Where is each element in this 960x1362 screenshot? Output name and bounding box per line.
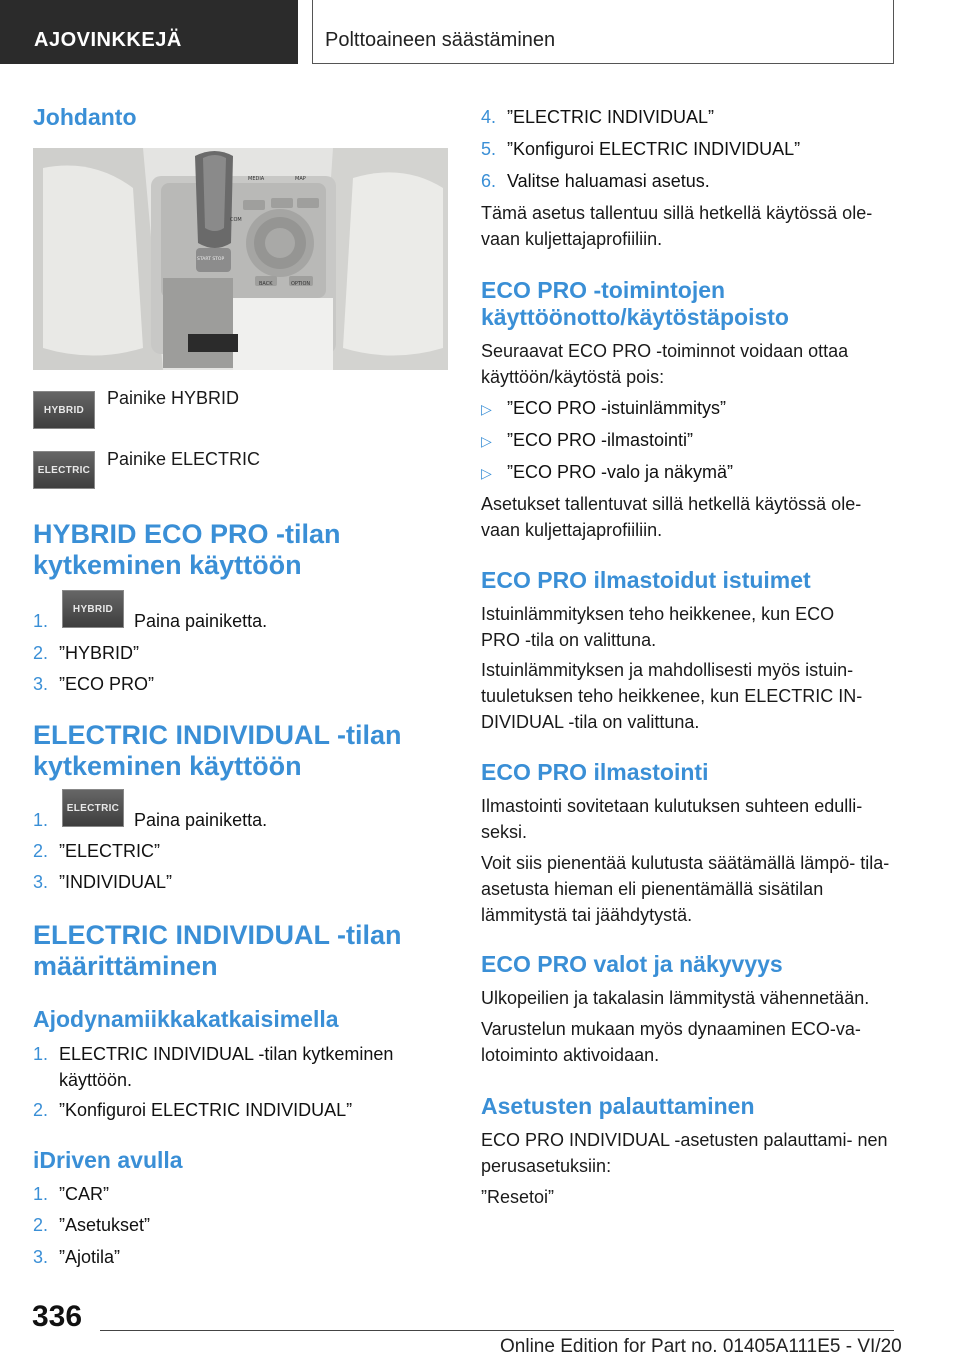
option-label: OPTION (291, 281, 311, 287)
console-illustration (33, 148, 448, 370)
paragraph: Tämä asetus tallentuu sillä hetkellä käytössä ole- vaan kuljettajaprofiiliin. (481, 203, 873, 249)
page-number: 336 (32, 1300, 83, 1333)
list-item: 6. Valitse haluamasi asetus. (481, 171, 710, 191)
list-item: 2. ”HYBRID” (33, 643, 139, 663)
footer-edition: Online Edition for Part no. 01405A111E5 - VI/20 (500, 1336, 902, 1357)
paragraph: Istuinlämmityksen teho heikkenee, kun ECO PRO -tila on valittuna. (481, 604, 835, 650)
heading-climate: ECO PRO ilmastointi (481, 759, 709, 785)
electric-button-inline: ELECTRIC (62, 789, 124, 827)
paragraph: ECO PRO INDIVIDUAL -asetusten palauttami- nen perusasetuksiin: (481, 1130, 888, 1176)
heading-intro: Johdanto (33, 104, 137, 130)
paragraph: ”Resetoi” (481, 1187, 555, 1207)
list-item: 4. ”ELECTRIC INDIVIDUAL” (481, 107, 715, 127)
heading-seats: ECO PRO ilmastoidut istuimet (481, 567, 811, 593)
paragraph: Ulkopeilien ja takalasin lämmitystä vähennetään. (481, 988, 870, 1008)
list-item: 2. ”Asetukset” (33, 1215, 151, 1235)
list-item: 3. ”ECO PRO” (33, 674, 155, 694)
heading-electric-individual: ELECTRIC INDIVIDUAL -tilan kytkeminen käyttöön (33, 720, 402, 781)
paragraph: Istuinlämmityksen ja mahdollisesti myös istuin- tuuletuksen teho heikkenee, kun ELECTRIC IN- DIVIDUAL -tila on valittuna. (481, 660, 863, 732)
section-tab: AJOVINKKEJÄ (0, 0, 298, 64)
heading-define: ELECTRIC INDIVIDUAL -tilan määrittäminen (33, 920, 402, 981)
list-item: ▷ ”ECO PRO -valo ja näkymä” (481, 459, 733, 486)
list-item: 2. ”Konfiguroi ELECTRIC INDIVIDUAL” (33, 1100, 353, 1120)
list-item: ▷ ”ECO PRO -ilmastointi” (481, 427, 693, 454)
page-header-title: Polttoaineen säästäminen (312, 0, 894, 64)
paragraph: Asetukset tallentuvat sillä hetkellä käytössä ole- vaan kuljettajaprofiiliin. (481, 494, 862, 540)
com-label: COM (230, 217, 242, 223)
triangle-bullet-icon: ▷ (481, 433, 492, 449)
heading-switch: Ajodynamiikkakatkaisimella (33, 1006, 339, 1032)
heading-hybrid-eco-pro: HYBRID ECO PRO -tilan kytkeminen käyttöön (33, 519, 341, 580)
media-label: MEDIA (248, 176, 265, 182)
paragraph: Seuraavat ECO PRO -toiminnot voidaan ottaa käyttöön/käytöstä pois: (481, 341, 849, 387)
heading-idrive: iDriven avulla (33, 1147, 183, 1173)
heading-ecopro-functions: ECO PRO -toimintojen käyttöönotto/käytöstäpoisto (481, 277, 789, 330)
list-item: 1. (33, 611, 49, 631)
paragraph: Varustelun mukaan myös dynaaminen ECO-va- lotoiminto aktivoidaan. (481, 1019, 861, 1065)
paragraph: Voit siis pienentää kulutusta säätämällä lämpö- tila-asetusta hieman eli pienentämällä sisätilan lämmitystä tai jäähdytystä. (481, 853, 890, 925)
hybrid-caption: Painike HYBRID (107, 388, 240, 408)
list-item: 3. ”Ajotila” (33, 1247, 121, 1267)
map-label: MAP (295, 176, 306, 182)
list-item: 1. ELECTRIC INDIVIDUAL -tilan kytkeminen käyttöön. (33, 1044, 394, 1090)
list-item: 1. (33, 810, 49, 830)
step-text: Paina painiketta. (134, 611, 268, 631)
triangle-bullet-icon: ▷ (481, 465, 492, 481)
paragraph: Ilmastointi sovitetaan kulutuksen suhteen edulli- seksi. (481, 796, 863, 842)
list-item: ▷ ”ECO PRO -istuinlämmitys” (481, 395, 726, 422)
heading-lights: ECO PRO valot ja näkyvyys (481, 951, 783, 977)
triangle-bullet-icon: ▷ (481, 401, 492, 417)
start-stop-label: START STOP (197, 257, 225, 262)
hybrid-button-inline: HYBRID (62, 590, 124, 628)
list-item: 2. ”ELECTRIC” (33, 841, 161, 861)
hybrid-button-image: HYBRID (33, 391, 95, 429)
step-text: Paina painiketta. (134, 810, 268, 830)
footer-divider (100, 1330, 894, 1331)
electric-caption: Painike ELECTRIC (107, 449, 261, 469)
list-item: 5. ”Konfiguroi ELECTRIC INDIVIDUAL” (481, 139, 801, 159)
heading-reset: Asetusten palauttaminen (481, 1093, 755, 1119)
list-item: 1. ”CAR” (33, 1184, 109, 1204)
back-label: BACK (259, 281, 273, 287)
list-item: 3. ”INDIVIDUAL” (33, 872, 173, 892)
console-photo (33, 148, 448, 370)
electric-button-image: ELECTRIC (33, 451, 95, 489)
